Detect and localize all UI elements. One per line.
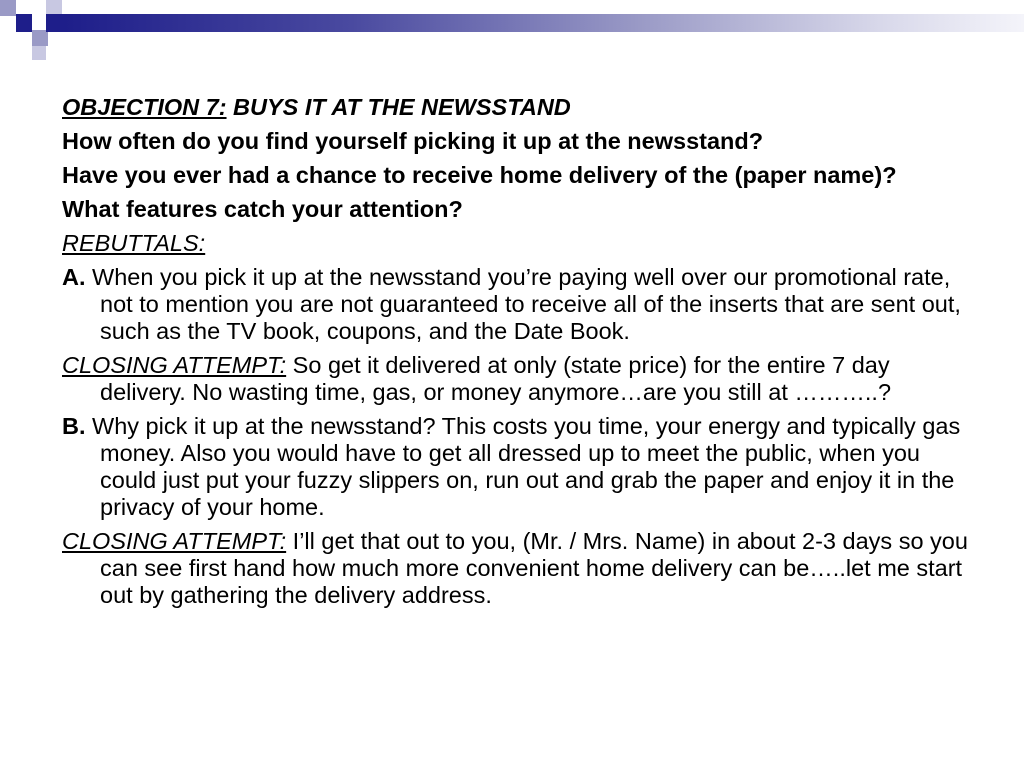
rebuttal-a-label: A. [62, 264, 86, 290]
header-decoration [0, 0, 1024, 62]
rebuttals-heading-row [62, 230, 972, 257]
slide-body [62, 94, 972, 616]
question-2: Have you ever had a chance to receive home delivery of the (paper name)? [62, 162, 897, 188]
rebuttals-heading: REBUTTALS: [62, 230, 206, 256]
decor-square [32, 46, 46, 60]
rebuttal-b [62, 413, 972, 521]
rebuttal-a-text: When you pick it up at the newsstand you’re paying well over our promotional rate, not to mention you are not guaranteed to receive all of the inserts that are sent out, such as the TV book, coupons, and the Date Book. [85, 264, 961, 344]
objection-heading [62, 94, 972, 121]
closing-2-label: CLOSING ATTEMPT: [62, 528, 287, 554]
closing-1-text: So get it delivered at only (state price) for the entire 7 day delivery. No wasting time, gas, or money anymore…are you still at ………..? [100, 352, 892, 405]
decor-square [16, 14, 32, 32]
rebuttal-b-text: Why pick it up at the newsstand? This costs you time, your energy and typically gas money. Also you would have to get all dressed up to meet the public, when you could just put your fuzzy slippers on, run out and grab the paper and enjoy it in the privacy of your home. [85, 413, 961, 520]
rebuttal-a [62, 264, 972, 345]
closing-attempt-2 [62, 528, 972, 609]
decor-gradient-bar [64, 14, 1024, 32]
closing-1-label: CLOSING ATTEMPT: [62, 352, 287, 378]
objection-label: OBJECTION 7: [62, 94, 227, 120]
closing-attempt-1 [62, 352, 972, 406]
decor-square [32, 30, 48, 46]
decor-square [0, 0, 16, 16]
question-3: What features catch your attention? [62, 196, 463, 222]
question-1: How often do you find yourself picking it up at the newsstand? [62, 128, 764, 154]
objection-title: BUYS IT AT THE NEWSSTAND [226, 94, 571, 120]
rebuttal-b-label: B. [62, 413, 86, 439]
decor-square [46, 14, 64, 32]
closing-2-text: I’ll get that out to you, (Mr. / Mrs. Name) in about 2-3 days so you can see first hand how much more convenient home delivery can be…..let me start out by gathering the delivery address. [100, 528, 968, 608]
